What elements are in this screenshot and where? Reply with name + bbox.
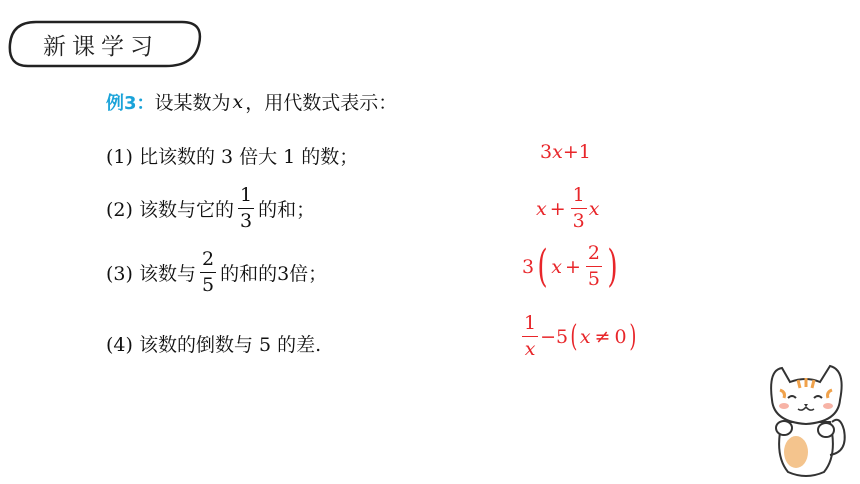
fraction-numerator: 2 [586, 244, 602, 267]
answer-2-var2: x [588, 197, 600, 220]
fraction-denominator: 3 [572, 210, 585, 232]
answer-3-fraction [586, 244, 602, 289]
intro-text-rest: ，用代数式表示： [245, 92, 398, 114]
answer-3-coef: 3 [522, 255, 535, 278]
left-paren-icon: ( [537, 240, 548, 292]
right-paren-icon: ) [607, 240, 618, 292]
question-2-text: (2) 该数与它的 [106, 199, 234, 221]
question-2-fraction [238, 186, 254, 231]
answer-3-var: x [551, 255, 562, 278]
question-4-text: (4) 该数的倒数与 5 的差. [106, 334, 322, 356]
answer-4-zero: 0 [614, 325, 627, 348]
fraction-denominator: 3 [239, 210, 253, 232]
fraction-numerator: 2 [200, 250, 216, 273]
answer-3 [522, 240, 621, 292]
question-1 [106, 142, 358, 169]
answer-4-minus: −5 [540, 325, 569, 348]
answer-2-fraction [571, 186, 587, 231]
section-title: 新课学习 [43, 33, 159, 60]
question-3-text: (3) 该数与 [106, 263, 196, 285]
answer-4 [522, 314, 638, 359]
question-3-suffix: 的和的3倍； [220, 263, 328, 285]
answer-1-rest: +1 [562, 141, 591, 163]
answer-4-neq: ≠ [594, 325, 611, 348]
answer-3-plus: + [564, 255, 581, 278]
example-label: 例3 [106, 92, 137, 114]
left-paren-icon: ( [570, 318, 578, 354]
question-2-suffix: 的和； [258, 199, 316, 221]
fraction-denominator: 5 [201, 274, 215, 296]
answer-2-plus: + [549, 197, 566, 220]
answer-4-fraction [522, 314, 538, 359]
fraction-numerator: 1 [522, 314, 538, 337]
cat-illustration [760, 360, 850, 478]
section-badge [6, 18, 204, 70]
answer-1-coef: 3 [540, 141, 553, 163]
example-colon: ： [136, 92, 155, 114]
answer-4-var: x [579, 325, 591, 348]
fraction-denominator: 5 [587, 268, 600, 290]
fraction-numerator: 1 [238, 186, 254, 209]
answer-2-var: x [536, 197, 547, 220]
answer-1-var: x [552, 141, 563, 163]
question-2 [106, 186, 315, 231]
intro-text: 设某数为 [154, 92, 231, 114]
question-4 [106, 330, 321, 357]
answer-1 [540, 141, 591, 163]
answer-2 [536, 186, 599, 231]
intro-variable: x [232, 90, 244, 113]
example-intro [106, 88, 397, 115]
question-3 [106, 250, 327, 295]
fraction-numerator: 1 [571, 186, 587, 209]
right-paren-icon: ) [628, 318, 636, 354]
fraction-denominator: x [524, 338, 536, 360]
question-3-fraction [200, 250, 216, 295]
question-1-text: (1) 比该数的 3 倍大 1 的数； [106, 146, 359, 168]
